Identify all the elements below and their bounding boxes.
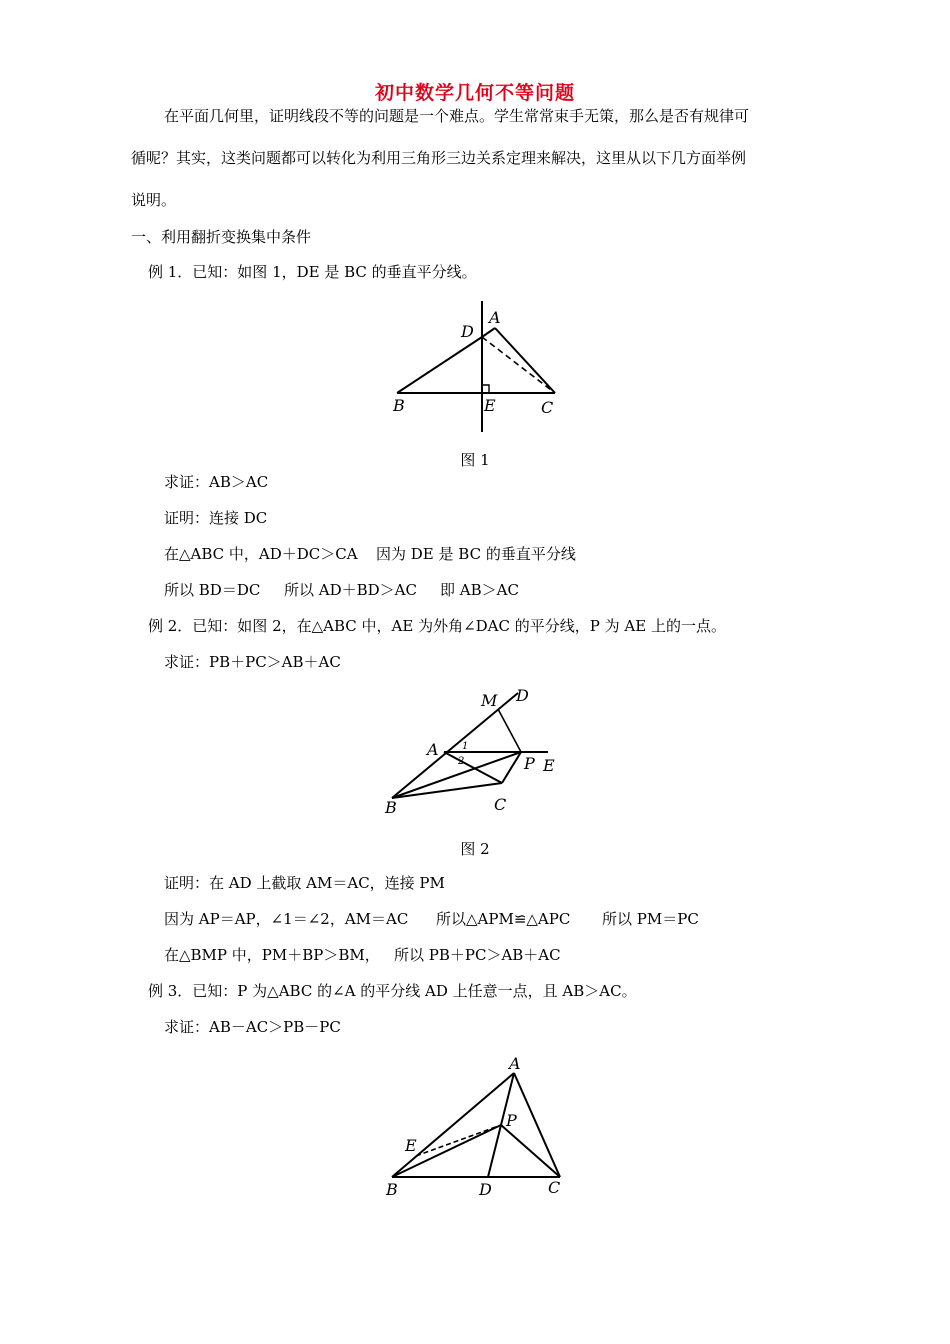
- label-e: E: [405, 1136, 417, 1155]
- label-c: C: [494, 795, 507, 814]
- label-c: C: [541, 398, 554, 417]
- label-d: D: [461, 322, 474, 341]
- example1-proof-line-2a: 在△ABC 中，AD＋DC＞CA: [164, 545, 358, 563]
- example1-given: 例 1．已知：如图 1，DE 是 BC 的垂直平分线。: [148, 263, 477, 281]
- label-c: C: [548, 1178, 561, 1197]
- label-m: M: [481, 691, 498, 710]
- example2-proof-line-2c: 所以 PM＝PC: [602, 910, 699, 928]
- label-e: E: [484, 396, 496, 415]
- example2-prove: 求证：PB＋PC＞AB＋AC: [164, 653, 341, 671]
- example1-proof-line-3c: 即 AB＞AC: [440, 581, 519, 599]
- example3-given: 例 3．已知：P 为△ABC 的∠A 的平分线 AD 上任意一点，且 AB＞AC。: [148, 982, 637, 1000]
- segment-ac: [495, 328, 555, 393]
- label-p: P: [524, 754, 535, 773]
- segment-ac: [444, 752, 502, 783]
- segment-ac: [514, 1073, 560, 1177]
- figure-3-diagram: [380, 1055, 580, 1203]
- example1-proof-line-2b: 因为 DE 是 BC 的垂直平分线: [376, 545, 576, 563]
- label-d: D: [479, 1180, 492, 1199]
- intro-line-1: 在平面几何里，证明线段不等的问题是一个难点。学生常常束手无策，那么是否有规律可: [164, 107, 750, 125]
- example1-proof-line-3a: 所以 BD＝DC: [164, 581, 261, 599]
- example2-proof-line-1: 证明：在 AD 上截取 AM＝AC，连接 PM: [164, 874, 445, 892]
- segment-bd: [397, 337, 482, 393]
- label-d: D: [516, 686, 529, 705]
- example1-proof-line-1: 证明：连接 DC: [164, 509, 268, 527]
- right-angle-mark: [482, 385, 489, 393]
- figure-2-caption: 图 2: [460, 840, 490, 858]
- page-title: 初中数学几何不等问题: [374, 82, 575, 104]
- example3-prove: 求证：AB－AC＞PB－PC: [164, 1018, 341, 1036]
- label-a: A: [427, 740, 439, 759]
- example2-proof-line-2a: 因为 AP＝AP，∠1＝∠2，AM＝AC: [164, 910, 409, 928]
- segment-dc-dashed: [482, 337, 555, 393]
- label-p: P: [506, 1111, 517, 1130]
- segment-da: [482, 328, 495, 337]
- segment-cp: [502, 752, 521, 783]
- label-a: A: [489, 308, 501, 327]
- intro-line-3: 说明。: [131, 191, 177, 209]
- label-b: B: [386, 1180, 398, 1199]
- example2-proof-line-3a: 在△BMP 中，PM＋BP＞BM，: [164, 946, 380, 964]
- segment-mp: [498, 709, 521, 752]
- label-e: E: [543, 756, 555, 775]
- example1-prove: 求证：AB＞AC: [164, 473, 269, 491]
- section-heading-1: 一、利用翻折变换集中条件: [131, 228, 312, 246]
- example2-proof-line-3b: 所以 PB＋PC＞AB＋AC: [394, 946, 561, 964]
- intro-line-2: 循呢？其实，这类问题都可以转化为利用三角形三边关系定理来解决，这里从以下几方面举例: [131, 149, 747, 167]
- example2-proof-line-2b: 所以△APM≌△APC: [436, 910, 571, 928]
- label-b: B: [385, 798, 397, 817]
- figure-2-diagram: [380, 685, 570, 820]
- example2-given: 例 2．已知：如图 2，在△ABC 中，AE 为外角∠DAC 的平分线，P 为 AE 上的一点。: [148, 617, 726, 635]
- figure-1-caption: 图 1: [460, 451, 490, 469]
- segment-ep-dashed: [416, 1125, 501, 1156]
- segment-pc: [501, 1125, 560, 1177]
- angle-label-2: 2: [458, 756, 465, 767]
- figure-1-diagram: [385, 295, 570, 440]
- angle-label-1: 1: [462, 741, 469, 752]
- segment-ab: [392, 1073, 514, 1177]
- label-b: B: [393, 396, 405, 415]
- example1-proof-line-3b: 所以 AD＋BD＞AC: [284, 581, 417, 599]
- label-a: A: [509, 1055, 521, 1073]
